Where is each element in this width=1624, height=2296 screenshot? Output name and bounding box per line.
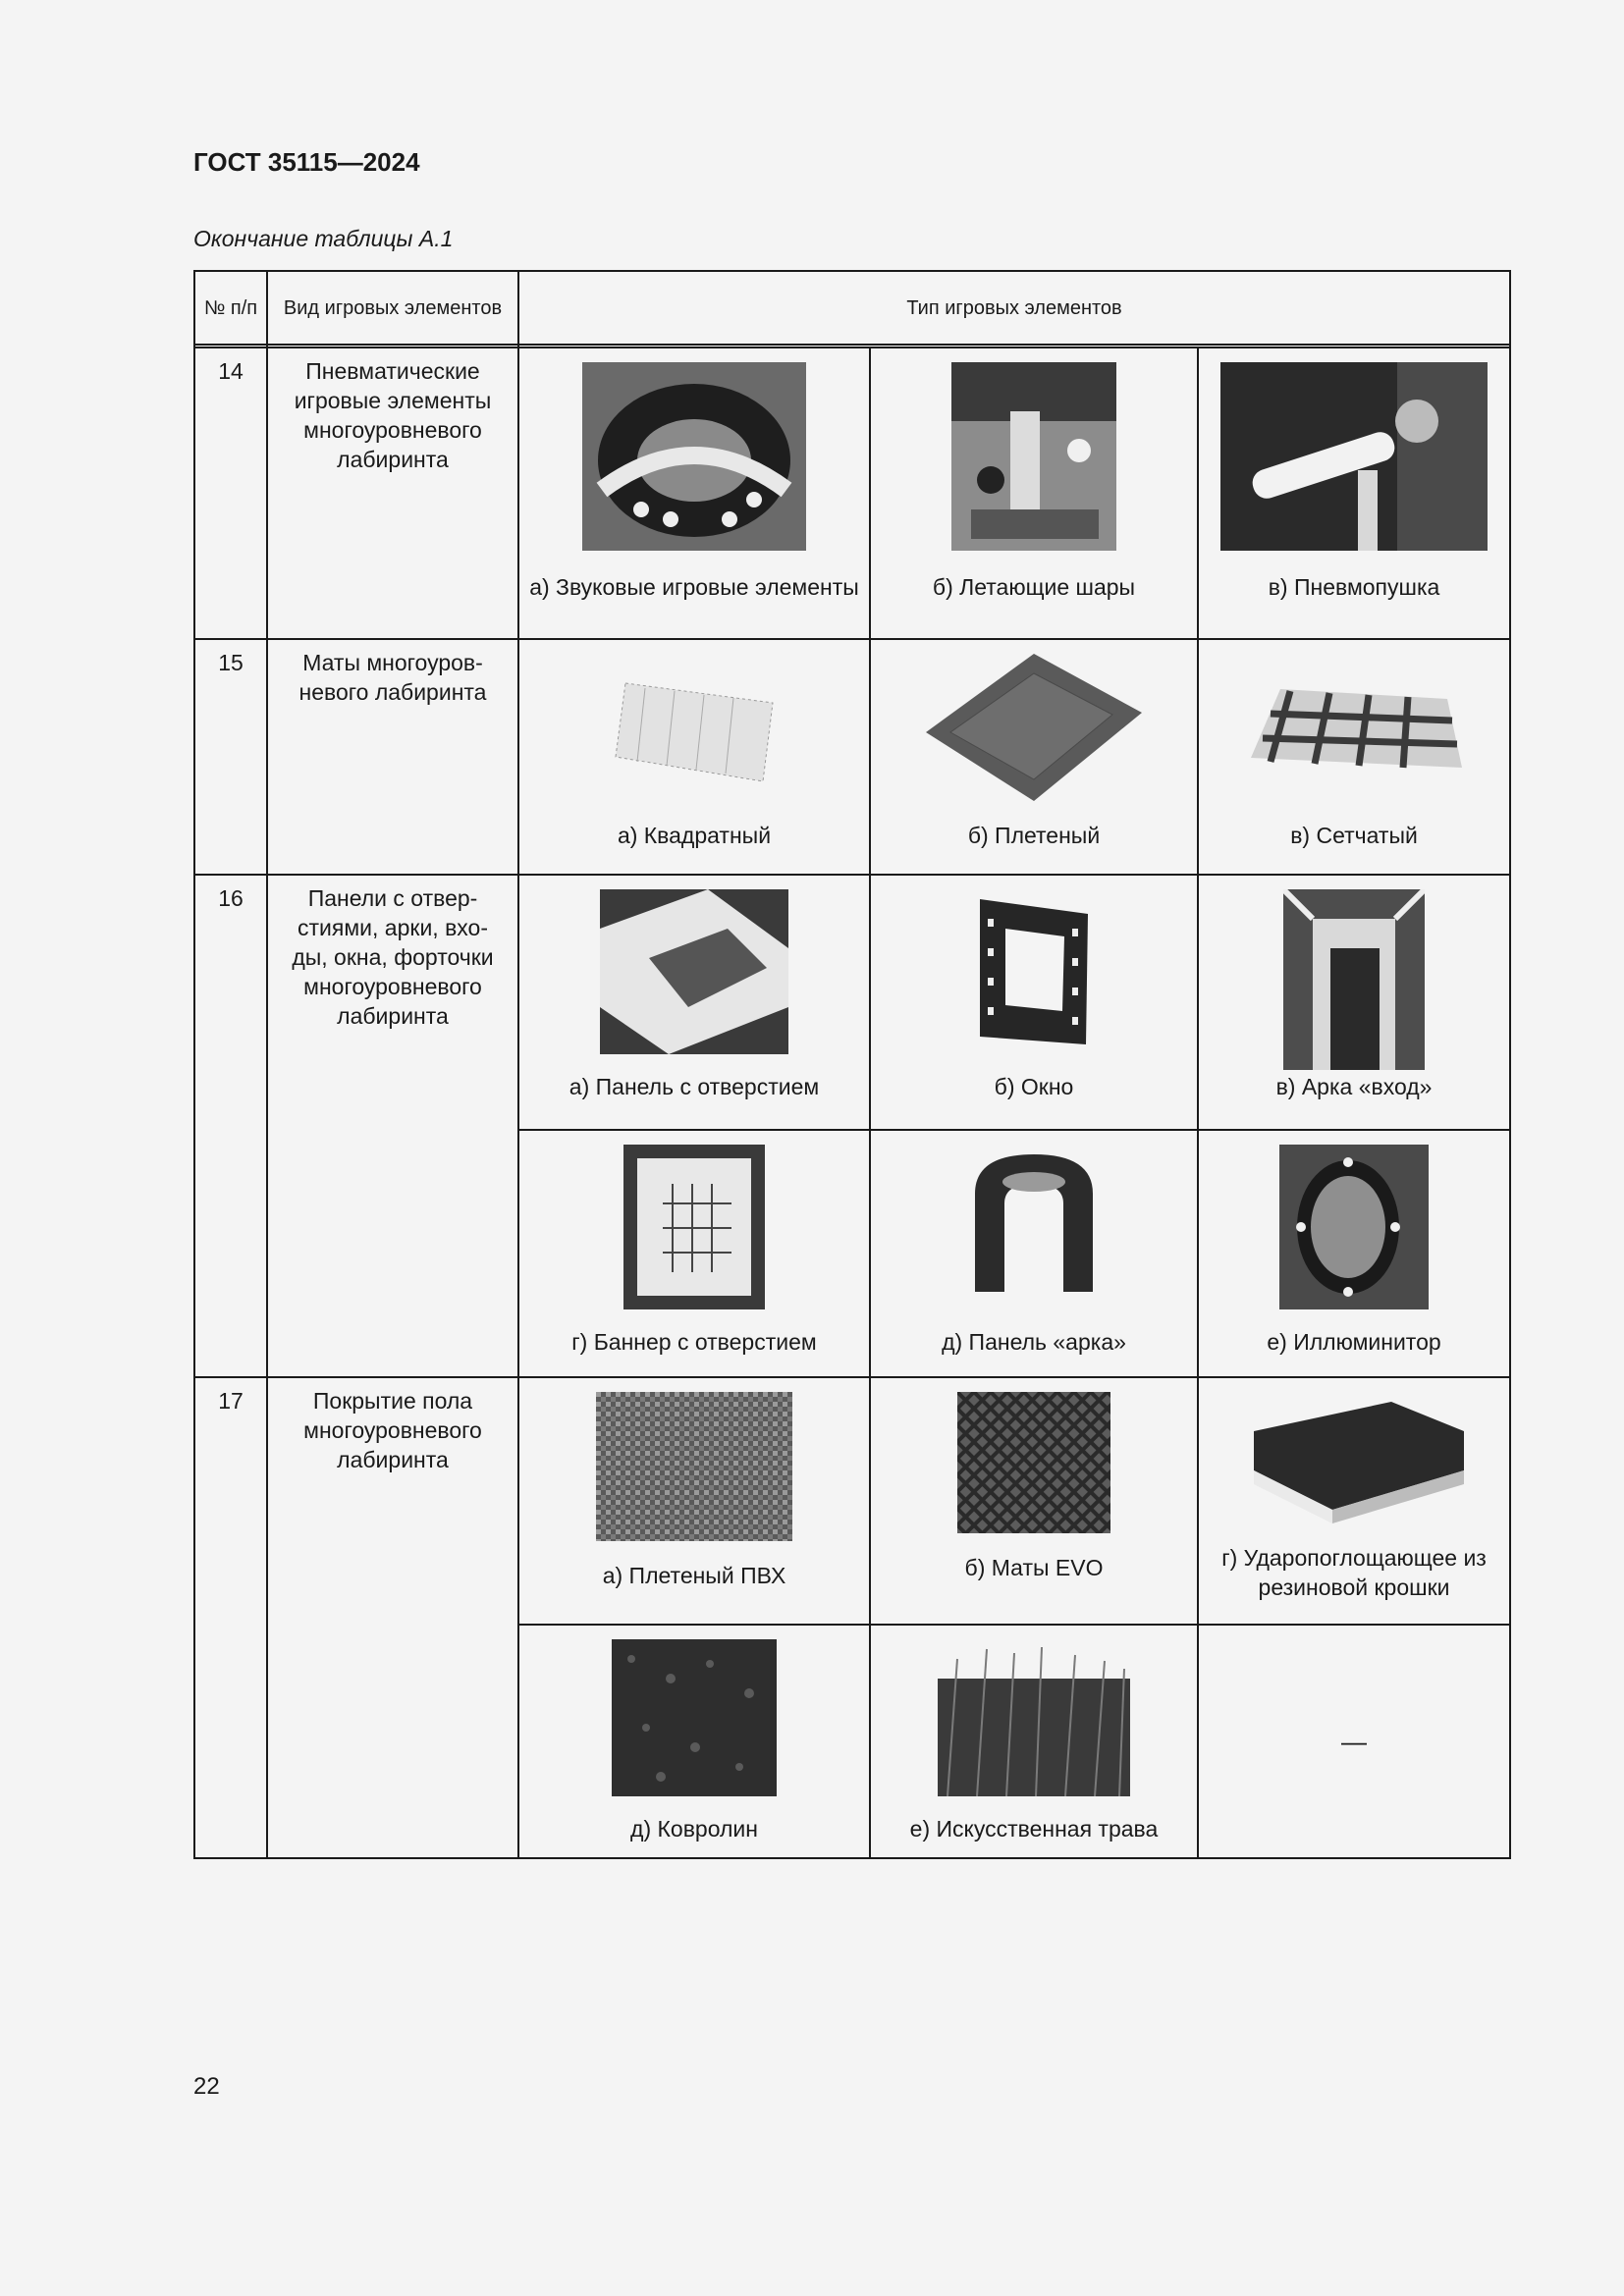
woven-mat-image — [926, 654, 1142, 801]
document-code: ГОСТ 35115—2024 — [193, 147, 420, 177]
table-header-row — [194, 271, 1510, 345]
item-cell — [1198, 347, 1510, 639]
item-cell — [1198, 1377, 1510, 1625]
flying-balls-photo — [951, 362, 1116, 551]
table-row — [194, 1377, 1510, 1625]
page-number: 22 — [193, 2073, 220, 2100]
table-row — [194, 347, 1510, 639]
items-table — [193, 270, 1511, 1859]
porthole-photo — [1279, 1145, 1429, 1309]
row-number: 14 — [194, 347, 267, 639]
mesh-mat-image — [1241, 679, 1467, 787]
carpet-photo — [612, 1639, 777, 1796]
arch-panel-image — [965, 1145, 1103, 1306]
square-mat-image — [606, 664, 783, 791]
item-label: г) Ударопоглощающее из резиновой крошки — [1221, 1545, 1487, 1600]
row-kind: Пневматические игровые элементы многоуровневого лабиринта — [267, 347, 518, 639]
item-cell — [1198, 1625, 1510, 1858]
item-label: а) Звуковые игровые элементы — [529, 574, 859, 600]
item-cell — [518, 1377, 870, 1625]
item-label: в) Арка «вход» — [1275, 1074, 1433, 1099]
empty-dash: — — [1341, 1727, 1368, 1756]
item-cell — [518, 1130, 870, 1377]
item-cell — [870, 639, 1198, 875]
arch-entrance-photo — [1283, 889, 1425, 1070]
item-cell — [870, 1130, 1198, 1377]
item-label: б) Плетеный — [967, 823, 1101, 848]
item-label: а) Плетеный ПВХ — [602, 1563, 786, 1588]
item-cell — [870, 347, 1198, 639]
table-row — [194, 639, 1510, 875]
table-row — [194, 875, 1510, 1130]
window-panel-image — [970, 889, 1098, 1054]
item-cell — [870, 1625, 1198, 1858]
artificial-grass-photo — [938, 1639, 1130, 1796]
item-label: б) Окно — [994, 1074, 1074, 1099]
item-cell — [518, 639, 870, 875]
header-kind: Вид игровых элементов — [267, 271, 518, 345]
header-num: № п/п — [194, 271, 267, 345]
row-kind: Покрытие пола многоуровневого лабиринта — [267, 1377, 518, 1858]
row-kind: Панели с отвер-стиями, арки, вхо-ды, окна, форточки многоуровневого лабиринта — [267, 875, 518, 1377]
banner-hole-photo — [623, 1145, 765, 1309]
evo-mat-photo — [957, 1392, 1110, 1533]
item-cell — [518, 875, 870, 1130]
item-label: в) Пневмопушка — [1268, 574, 1440, 600]
row-kind: Маты многоуров-невого лабиринта — [267, 639, 518, 875]
pvc-weave-photo — [596, 1392, 792, 1541]
table-caption: Окончание таблицы А.1 — [193, 226, 454, 251]
item-label: б) Летающие шары — [932, 574, 1136, 600]
row-number: 15 — [194, 639, 267, 875]
item-label: д) Панель «арка» — [942, 1329, 1126, 1355]
item-cell — [518, 347, 870, 639]
sound-elements-photo — [582, 362, 806, 551]
item-label: в) Сетчатый — [1290, 823, 1418, 848]
header-type: Тип игровых элементов — [518, 271, 1510, 345]
panel-hole-photo — [600, 889, 788, 1054]
row-number: 16 — [194, 875, 267, 1377]
rubber-crumb-image — [1244, 1402, 1464, 1523]
item-cell — [1198, 1130, 1510, 1377]
item-label: а) Квадратный — [617, 823, 772, 848]
item-cell — [1198, 875, 1510, 1130]
item-cell — [870, 875, 1198, 1130]
item-cell — [518, 1625, 870, 1858]
row-number: 17 — [194, 1377, 267, 1858]
pneumo-cannon-photo — [1220, 362, 1488, 551]
item-label: б) Маты EVO — [964, 1555, 1104, 1580]
item-label: а) Панель с отверстием — [568, 1074, 820, 1099]
item-label: е) Искусственная трава — [909, 1816, 1159, 1842]
item-label: д) Ковролин — [630, 1816, 758, 1842]
item-label: е) Иллюминитор — [1267, 1329, 1441, 1355]
item-cell — [1198, 639, 1510, 875]
item-label: г) Баннер с отверстием — [571, 1329, 817, 1355]
item-cell — [870, 1377, 1198, 1625]
